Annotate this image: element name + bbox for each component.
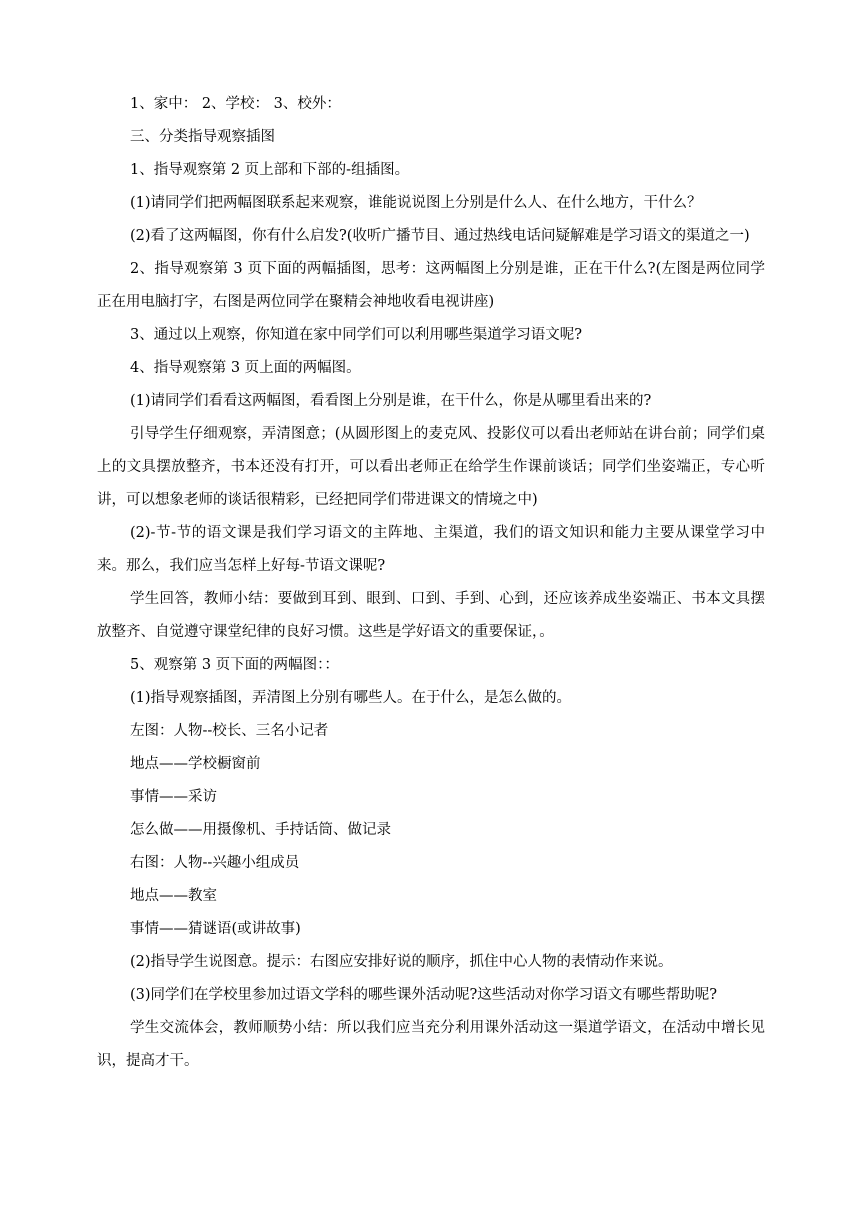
- paragraph-8: 4、指导观察第 3 页上面的两幅图。: [130, 360, 361, 376]
- paragraph-20: 地点——教室: [130, 888, 217, 904]
- paragraph-15: 左图：人物--校长、三名小记者: [130, 723, 329, 739]
- paragraph-5: (2)看了这两幅图，你有什么启发?(收听广播节目、通过热线电话问疑解难是学习语文的渠道之一): [130, 228, 750, 244]
- paragraph-17: 事情——采访: [130, 789, 217, 805]
- paragraph-23: (3)同学们在学校里参加过语文学科的哪些课外活动呢?这些活动对你学习语文有哪些帮助呢?: [130, 987, 718, 1003]
- paragraph-11: (2)-节-节的语文课是我们学习语文的主阵地、主渠道，我们的语文知识和能力主要从课堂学习中来。那么，我们应当怎样上好每-节语文课呢?: [97, 525, 765, 574]
- paragraph-1: 1、家中： 2、学校： 3、校外：: [130, 96, 341, 112]
- paragraph-24: 学生交流体会，教师顺势小结：所以我们应当充分利用课外活动这一渠道学语文，在活动中增长见识，提高才干。: [97, 1020, 765, 1069]
- paragraph-12: 学生回答，教师小结：要做到耳到、眼到、口到、手到、心到，还应该养成坐姿端正、书本文具摆放整齐、自觉遵守课堂纪律的良好习惯。这些是学好语文的重要保证，。: [97, 591, 765, 640]
- section-heading-3: 三、分类指导观察插图: [130, 129, 275, 145]
- paragraph-21: 事情——猜谜语(或讲故事): [130, 921, 301, 937]
- document-body: [97, 88, 765, 1078]
- paragraph-14: (1)指导观察插图，弄清图上分别有哪些人。在于什么，是怎么做的。: [130, 690, 572, 706]
- paragraph-6: 2、指导观察第 3 页下面的两幅插图，思考：这两幅图上分别是谁，正在干什么?(左图是两位同学正在用电脑打字，右图是两位同学在聚精会神地收看电视讲座): [97, 261, 765, 310]
- paragraph-7: 3、通过以上观察，你知道在家中同学们可以利用哪些渠道学习语文呢?: [130, 327, 582, 343]
- paragraph-22: (2)指导学生说图意。提示：右图应安排好说的顺序，抓住中心人物的表情动作来说。: [130, 954, 673, 970]
- paragraph-9: (1)请同学们看看这两幅图，看看图上分别是谁，在干什么，你是从哪里看出来的?: [130, 393, 652, 409]
- paragraph-4: (1)请同学们把两幅图联系起来观察，谁能说说图上分别是什么人、在什么地方，干什么？: [130, 195, 702, 211]
- paragraph-3: 1、指导观察第 2 页上部和下部的-组插图。: [130, 162, 410, 178]
- paragraph-16: 地点——学校橱窗前: [130, 756, 261, 772]
- paragraph-13: 5、观察第 3 页下面的两幅图：：: [130, 657, 339, 673]
- paragraph-19: 右图：人物--兴趣小组成员: [130, 855, 300, 871]
- paragraph-18: 怎么做——用摄像机、手持话筒、做记录: [130, 822, 391, 838]
- paragraph-10: 引导学生仔细观察，弄清图意；(从圆形图上的麦克风、投影仪可以看出老师站在讲台前；同学们桌上的文具摆放整齐，书本还没有打开，可以看出老师正在给学生作课前谈话；同学们坐姿端正，专心听讲，可以想象老师的谈话很精彩，已经把同学们带进课文的情境之中): [97, 426, 765, 508]
